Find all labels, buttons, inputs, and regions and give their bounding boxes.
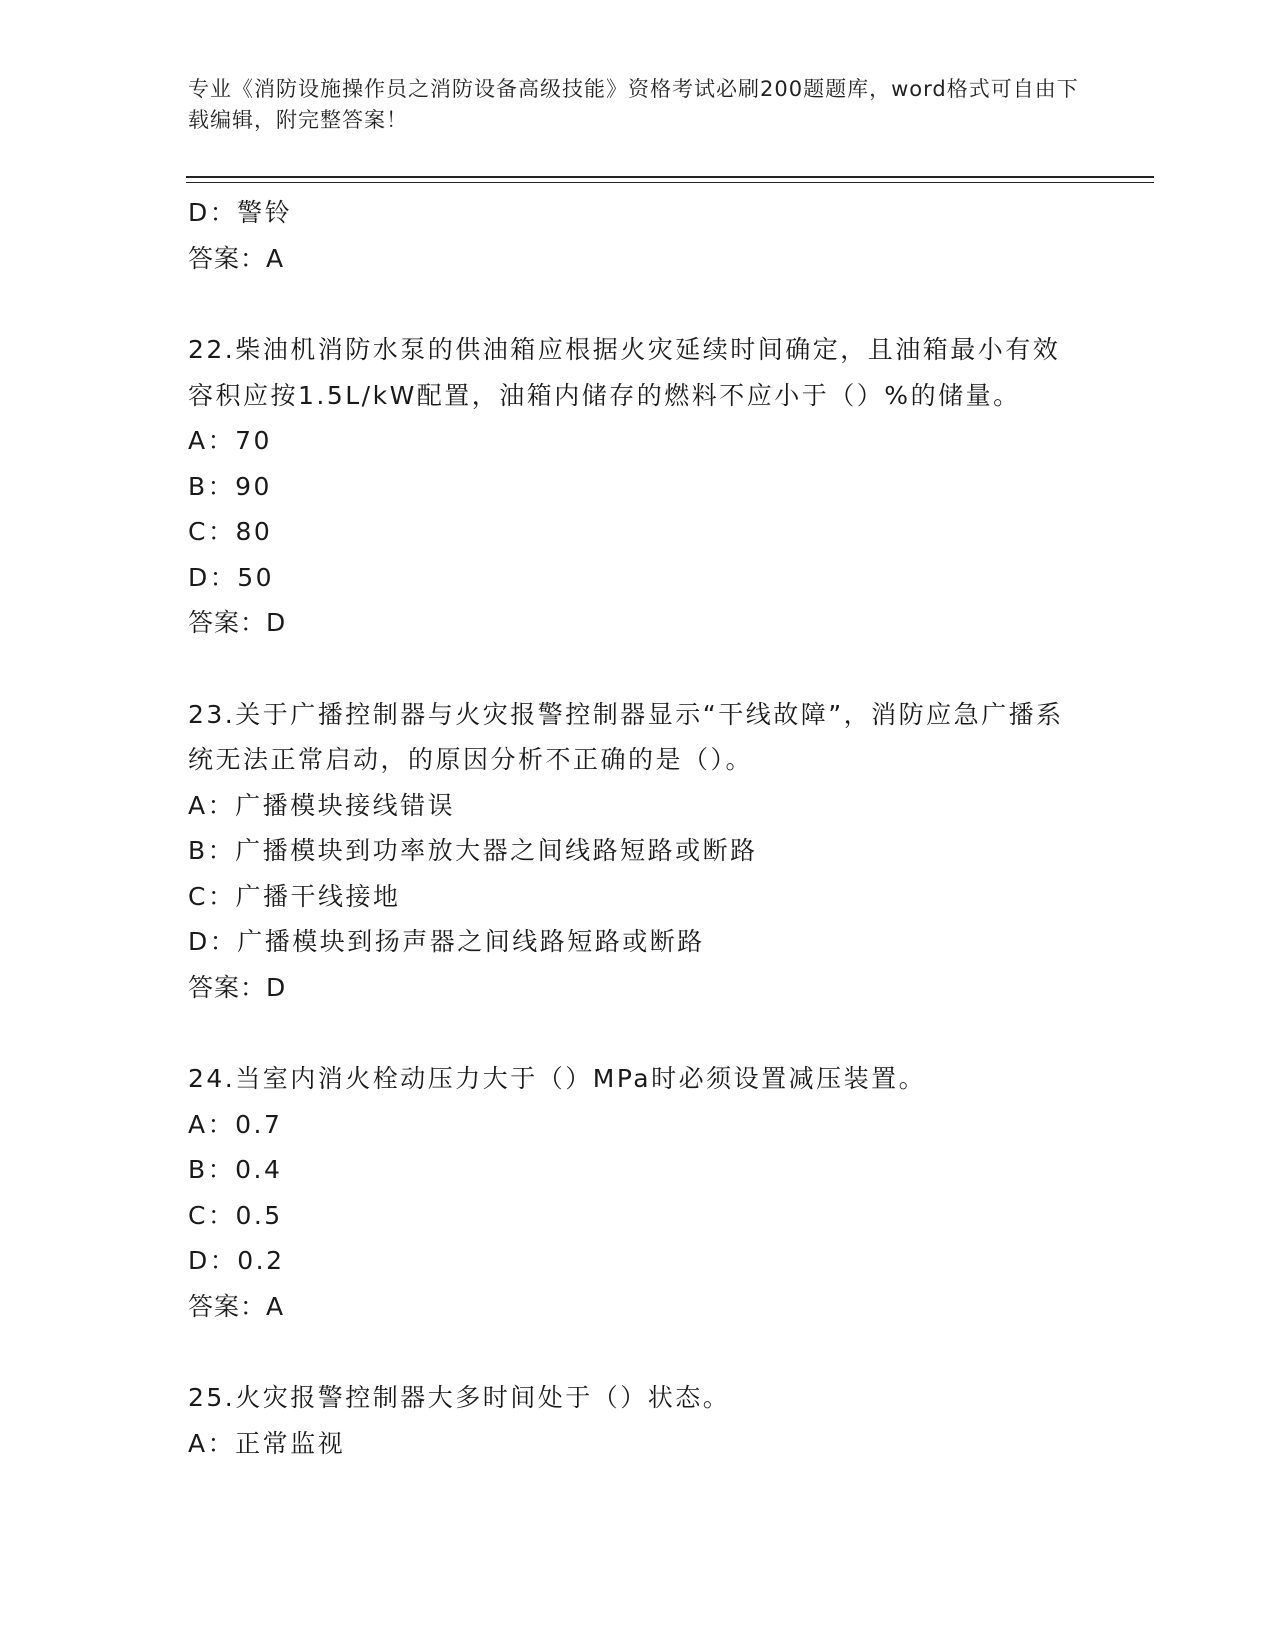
question-23	[188, 692, 1088, 1011]
prev-option-d: D：警铃	[188, 198, 293, 227]
option-d: D：广播模块到扬声器之间线路短路或断路	[188, 927, 705, 956]
option-b: B：90	[188, 471, 272, 501]
option-b: B：广播模块到功率放大器之间线路短路或断路	[188, 836, 758, 865]
answer: 答案：D	[188, 972, 287, 1002]
option-d: D：50	[188, 562, 275, 592]
option-a: A：70	[188, 426, 272, 455]
option-c: C：广播干线接地	[188, 881, 401, 911]
prev-answer: 答案：A	[188, 243, 285, 273]
question-text: 24.当室内消火栓动压力大于（）MPa时必须设置减压装置。	[188, 1064, 927, 1093]
answer: 答案：A	[188, 1291, 285, 1321]
spacer	[188, 1010, 1088, 1056]
question-text: 22.柴油机消防水泵的供油箱应根据火灾延续时间确定，且油箱最小有效容积应按1.5L/kW配置，油箱内储存的燃料不应小于（）%的储量。	[188, 335, 1061, 410]
spacer	[188, 1329, 1088, 1375]
option-a: A：正常监视	[188, 1428, 346, 1458]
question-text: 25.火灾报警控制器大多时间处于（）状态。	[188, 1383, 731, 1412]
option-c: C：80	[188, 517, 273, 546]
question-24	[188, 1056, 1088, 1329]
header-divider-thick	[186, 176, 1154, 178]
answer: 答案：D	[188, 608, 287, 637]
document-header-title: 专业《消防设施操作员之消防设备高级技能》资格考试必刷200题题库，word格式可自由下载编辑，附完整答案！	[188, 77, 1079, 132]
spacer	[188, 281, 1088, 327]
option-d: D：0.2	[188, 1246, 285, 1275]
option-c: C：0.5	[188, 1200, 283, 1230]
spacer	[188, 646, 1088, 692]
header-divider-thin	[186, 182, 1154, 183]
question-text: 23.关于广播控制器与火灾报警控制器显示“干线故障”，消防应急广播系统无法正常启动，的原因分析不正确的是（）。	[188, 699, 1064, 774]
question-22	[188, 327, 1088, 646]
option-a: A：广播模块接线错误	[188, 790, 456, 820]
option-b: B：0.4	[188, 1155, 283, 1184]
option-a: A：0.7	[188, 1109, 283, 1139]
question-content	[188, 190, 1088, 1466]
question-25	[188, 1375, 1088, 1466]
